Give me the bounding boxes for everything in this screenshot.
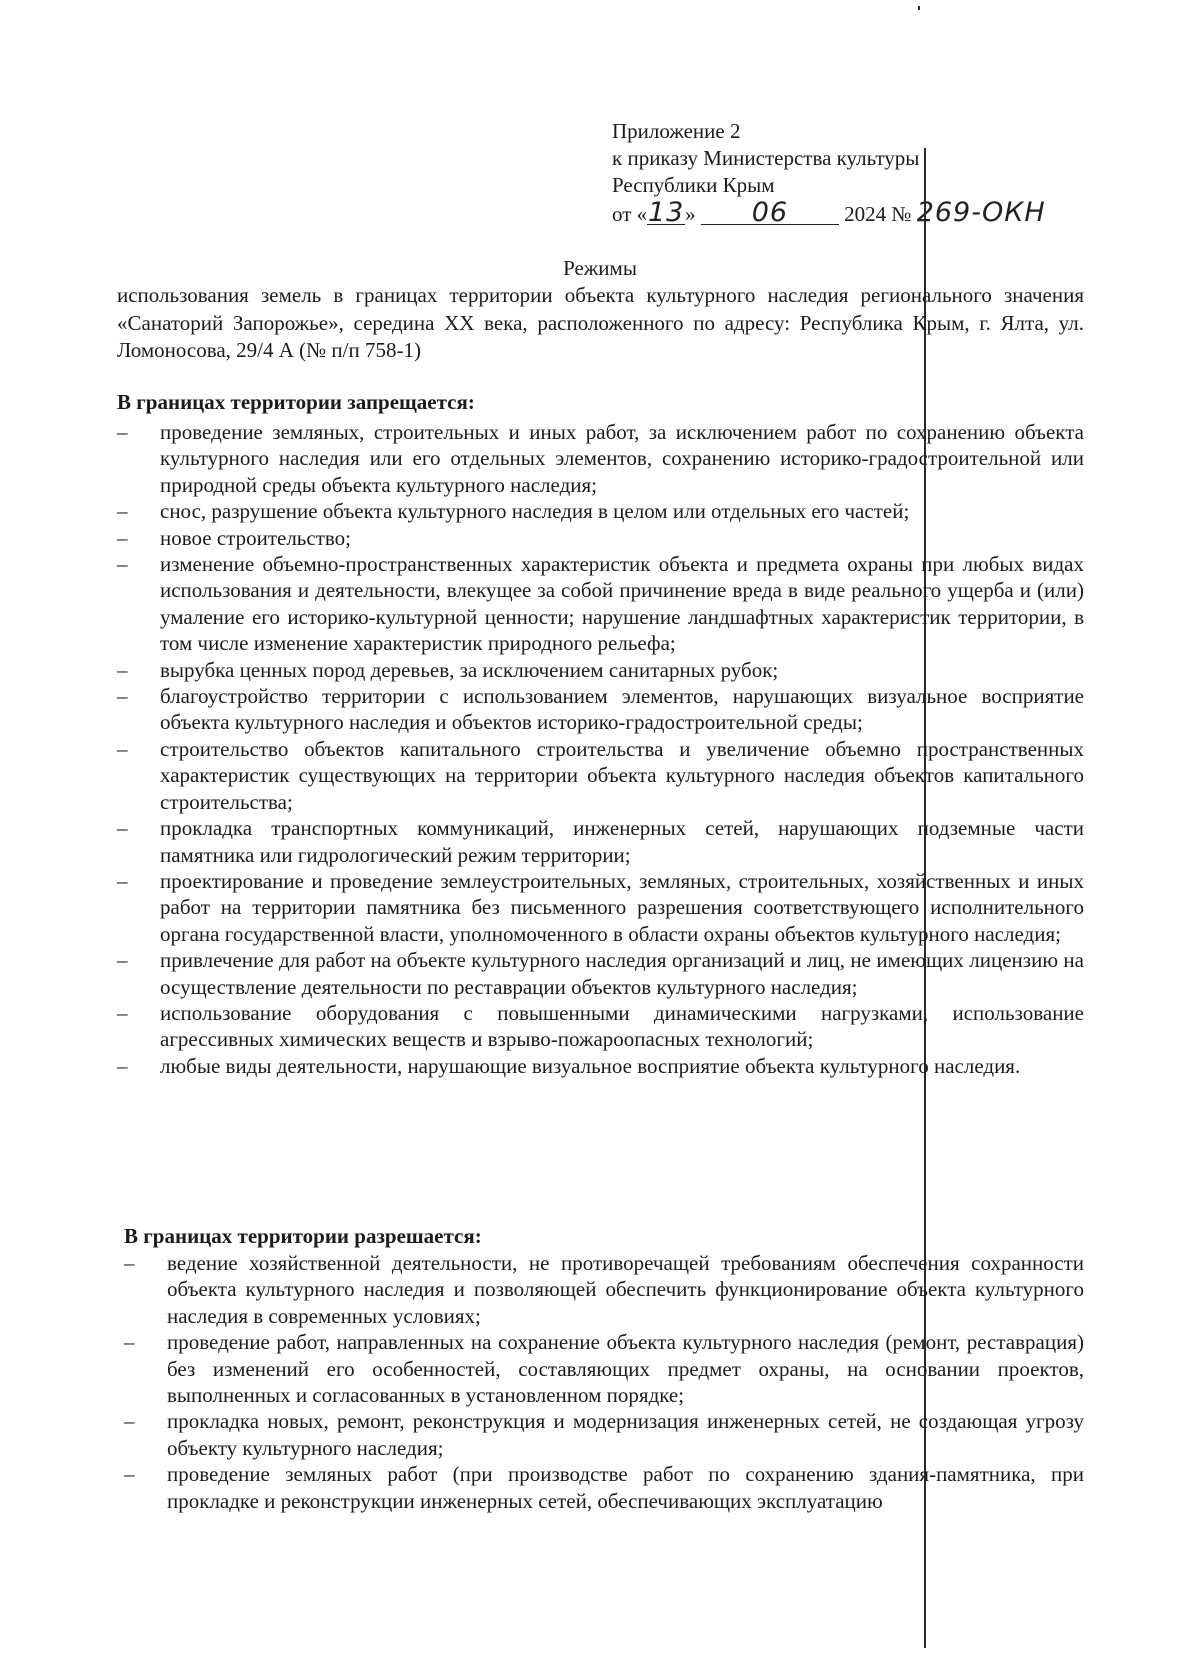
prohibited-item [117, 815, 1084, 868]
list-dash: – [117, 552, 128, 577]
date-quote-close: » [685, 202, 696, 226]
list-dash: – [117, 736, 128, 761]
prohibited-item [117, 1053, 1084, 1079]
document-title: Режимы [563, 256, 637, 280]
prohibited-item [117, 551, 1084, 657]
prohibited-heading: В границах территории запрещается: [117, 390, 475, 414]
prohibited-item [117, 498, 1084, 524]
list-dash: – [124, 1409, 135, 1434]
prohibited-item-text: проектирование и проведение землеустроительных, земляных, строительных, хозяйственных и иных работ на территории памятника без письменного разрешения соответствующего исполнительного органа государственной власти, уполномоченного в области охраны объектов культурного наследия; [160, 868, 1084, 946]
list-dash: – [124, 1330, 135, 1355]
prohibited-item-text: строительство объектов капитального строительства и увеличение объемно пространственных характеристик существующих на территории объекта культурного наследия объектов капитального строительства; [160, 736, 1084, 814]
prohibited-item [117, 525, 1084, 551]
prohibited-item-text: любые виды деятельности, нарушающие визуальное восприятие объекта культурного наследия. [160, 1053, 1021, 1078]
list-dash: – [117, 1053, 128, 1078]
allowed-item [124, 1461, 1084, 1514]
handwritten-order-number: 269-ОКН [916, 197, 1046, 228]
handwritten-day: 13 [647, 197, 685, 228]
prohibited-item [117, 683, 1084, 736]
list-dash: – [117, 420, 128, 444]
prohibited-list [117, 419, 1084, 1079]
prohibited-item [117, 657, 1084, 683]
list-dash: – [117, 657, 128, 682]
allowed-item-text: проведение земляных работ (при производстве работ по сохранению здания-памятника, при прокладке и реконструкции инженерных сетей, обеспечивающих эксплуатацию [167, 1462, 1084, 1513]
allowed-item-text: прокладка новых, ремонт, реконструкция и модернизация инженерных сетей, не создающая угрозу объекту культурного наследия; [167, 1409, 1084, 1460]
prohibited-item-text: привлечение для работ на объекте культурного наследия организаций и лиц, не имеющих лицензию на осуществление деятельности по реставрации объектов культурного наследия; [160, 948, 1084, 999]
prohibited-item-text: вырубка ценных пород деревьев, за исключением санитарных рубок; [160, 657, 779, 682]
list-dash: – [124, 1251, 135, 1275]
allowed-item [124, 1329, 1084, 1408]
allowed-list [124, 1250, 1084, 1514]
list-dash: – [124, 1462, 135, 1487]
prohibited-item [117, 1000, 1084, 1053]
scan-speck [918, 6, 920, 10]
allowed-heading: В границах территории разрешается: [124, 1224, 482, 1248]
list-dash: – [117, 816, 128, 841]
prohibited-item-text: прокладка транспортных коммуникаций, инженерных сетей, нарушающих подземные части памятника или гидрологический режим территории; [160, 816, 1084, 867]
prohibited-item-text: использование оборудования с повышенными динамическими нагрузками, использование агрессивных химических веществ и взрыво-пожароопасных технологий; [160, 1000, 1084, 1052]
prohibited-item [117, 419, 1084, 498]
prohibited-item-text: снос, разрушение объекта культурного наследия в целом или отдельных его частей; [160, 499, 910, 524]
allowed-item [124, 1250, 1084, 1329]
list-dash: – [117, 868, 128, 893]
list-dash: – [117, 1000, 128, 1025]
allowed-item-text: ведение хозяйственной деятельности, не противоречащей требованиям обеспечения сохранности объекта культурного наследия и позволяющей обеспечить функционирование объекта культурного наследия в современных условиях; [167, 1251, 1084, 1328]
appendix-order-ref: к приказу Министерства культуры [612, 146, 920, 170]
order-date-line [612, 199, 1046, 228]
prohibited-item-text: новое строительство; [160, 525, 351, 550]
prohibited-item [117, 736, 1084, 815]
allowed-item [124, 1408, 1084, 1461]
prohibited-item [117, 947, 1084, 1000]
appendix-number: Приложение 2 [612, 119, 741, 143]
prohibited-item-text: проведение земляных, строительных и иных работ, за исключением работ по сохранению объекта культурного наследия или его отдельных элементов, сохранению историко-градостроительной или природной среды объекта культурного наследия; [160, 420, 1084, 497]
prohibited-item-text: изменение объемно-пространственных характеристик объекта и предмета охраны при любых видах использования и деятельности, влекущее за собой причинение вреда в виде реального ущерба и (или) умаление его историко-культурной ценности; нарушение ландшафтных характеристик территории, в том числе изменение характеристик природного рельефа; [160, 552, 1084, 656]
document-intro: использования земель в границах территории объекта культурного наследия регионального значения «Санаторий Запорожье», середина XX века, расположенного по адресу: Республика Крым, г. Ялта, ул. Ломоносова, 29/4 А (№ п/п 758-1) [117, 283, 1084, 362]
list-dash: – [117, 525, 128, 550]
prohibited-item-text: благоустройство территории с использованием элементов, нарушающих визуальное восприятие объекта культурного наследия и объектов историко-градостроительной среды; [160, 684, 1084, 735]
allowed-item-text: проведение работ, направленных на сохранение объекта культурного наследия (ремонт, реставрация) без изменений его особенностей, составляющих предмет охраны, на основании проектов, выполненных и согласованных в установленном порядке; [167, 1330, 1084, 1408]
prohibited-item [117, 868, 1084, 947]
date-year-number-label: 2024 № [844, 202, 912, 226]
appendix-header [612, 118, 1046, 228]
handwritten-month: 06 [701, 202, 839, 225]
list-dash: – [117, 684, 128, 709]
appendix-republic: Республики Крым [612, 173, 775, 197]
list-dash: – [117, 499, 128, 524]
date-prefix: от « [612, 202, 648, 226]
list-dash: – [117, 948, 128, 973]
